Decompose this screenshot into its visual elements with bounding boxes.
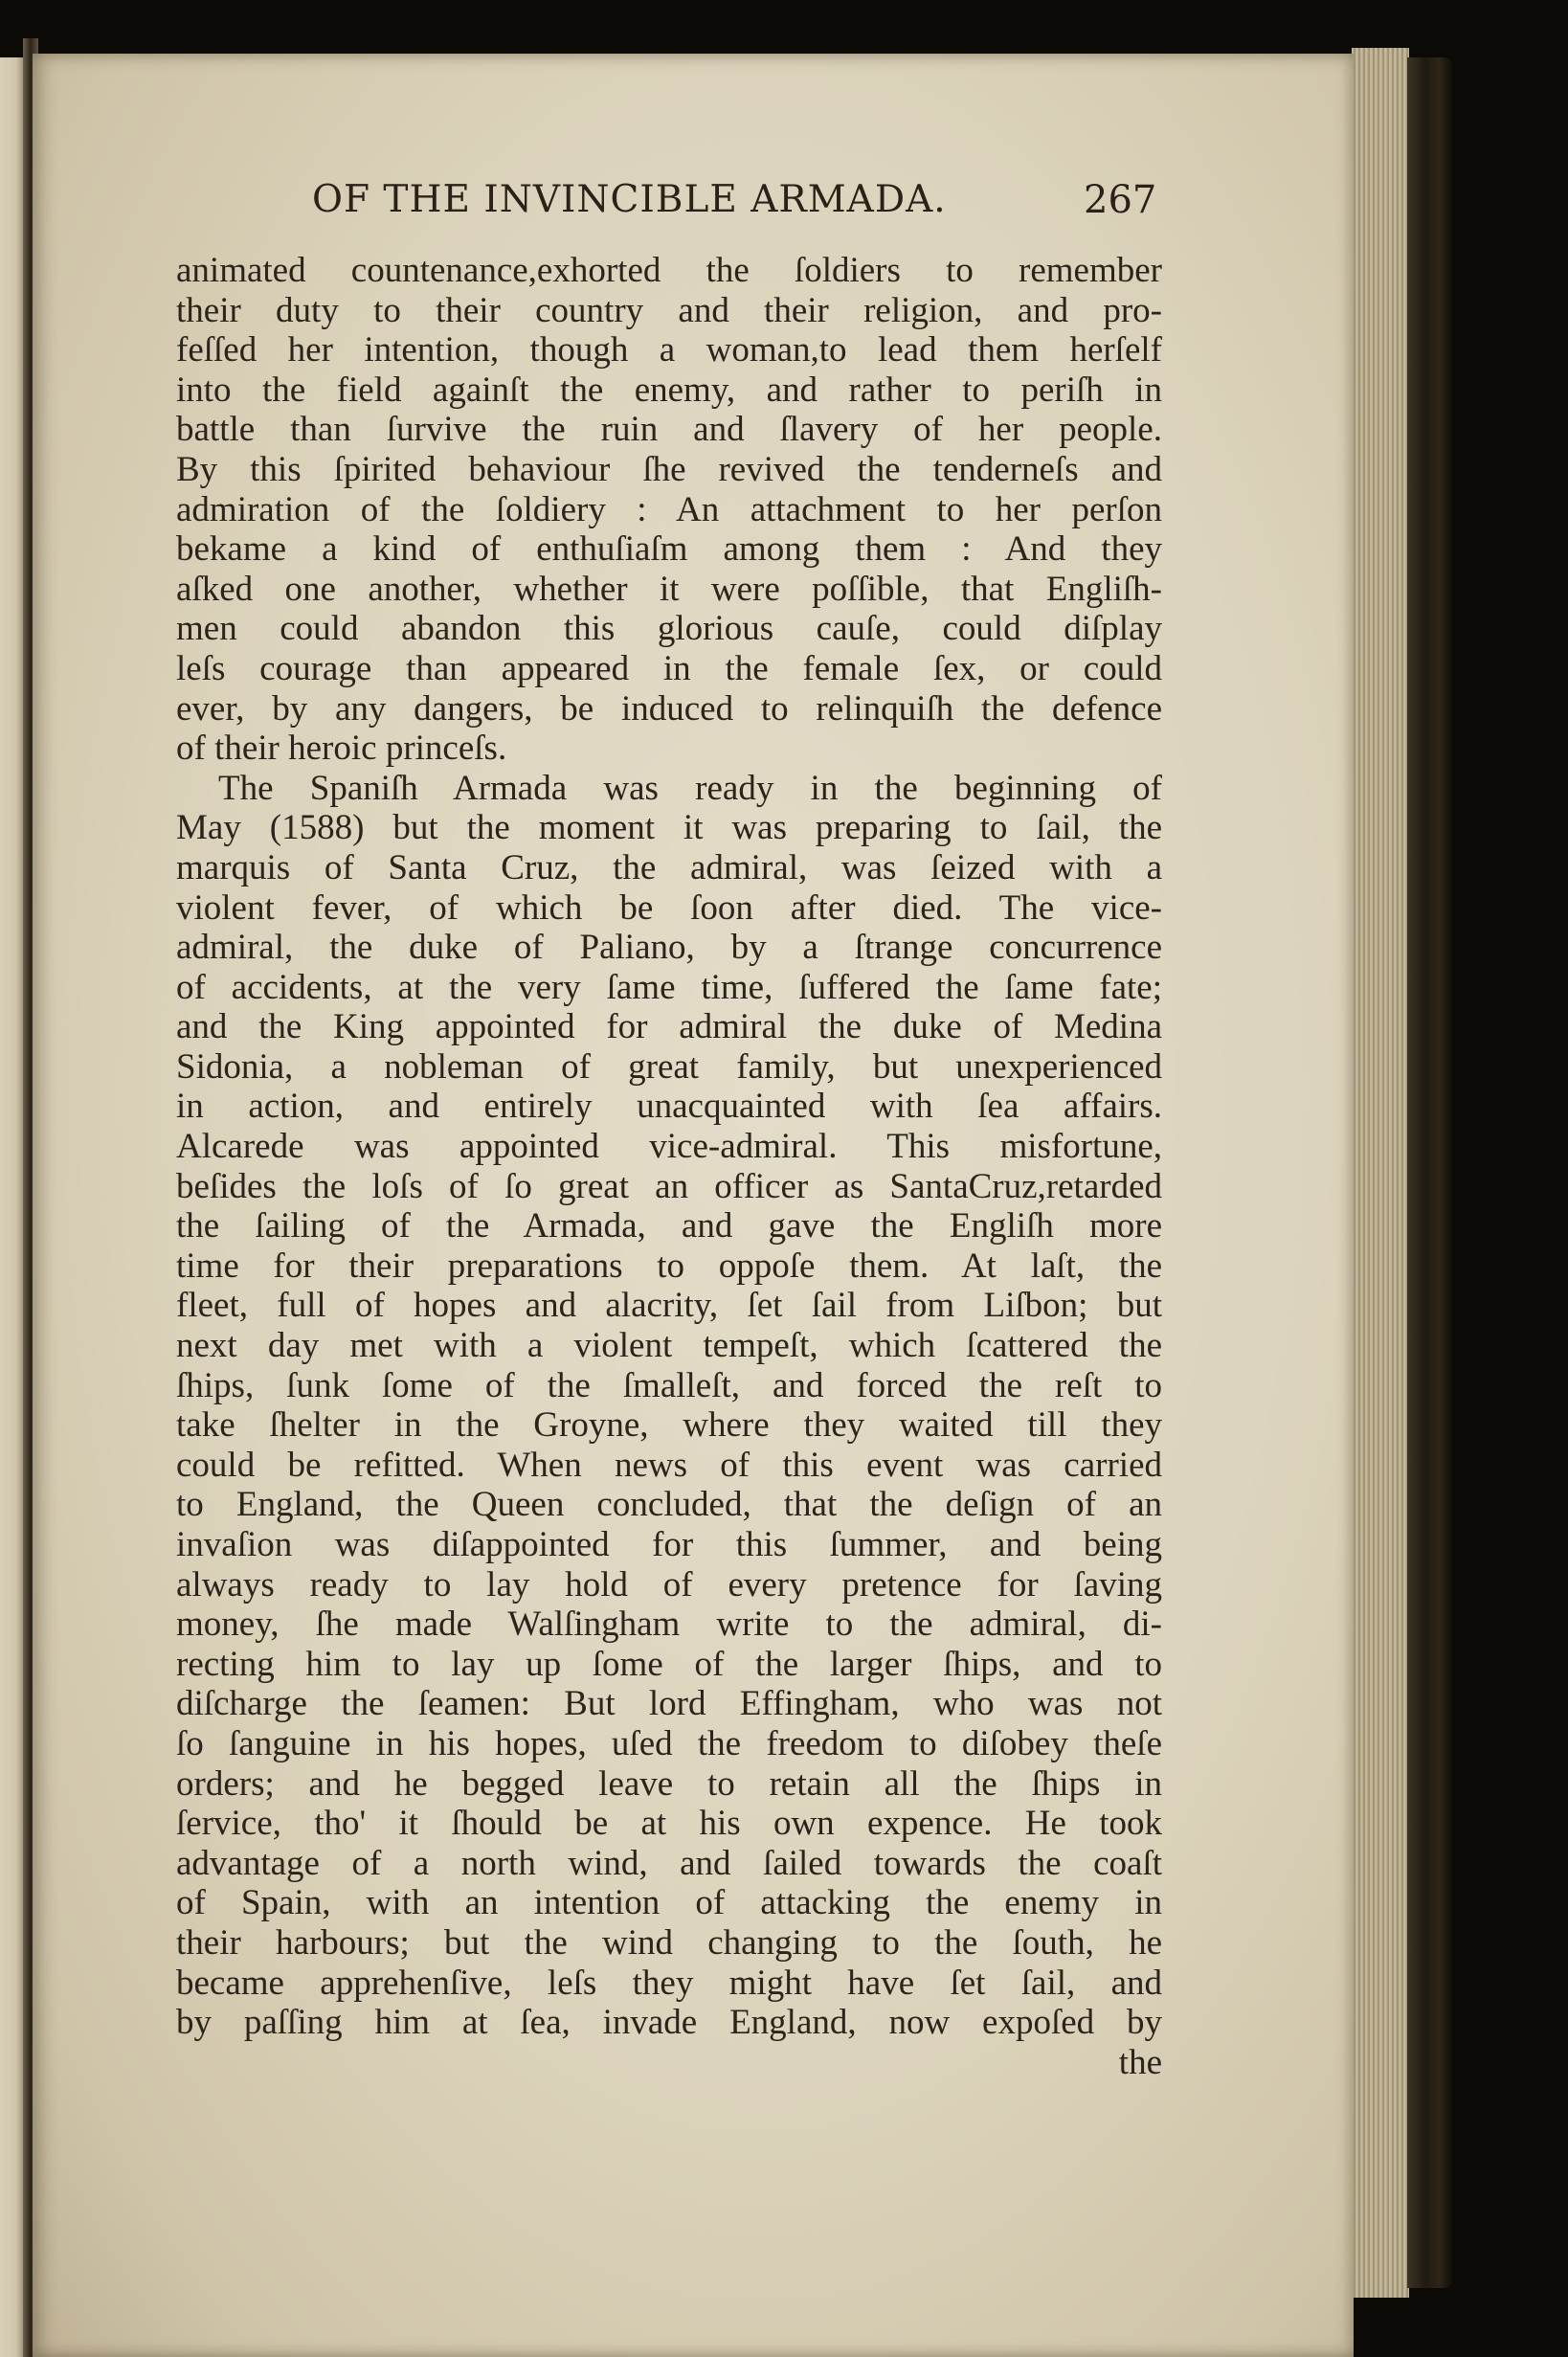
text-line: ever, by any dangers, be induced to relinquiſh the defence <box>176 688 1162 729</box>
text-line: of their heroic princeſs. <box>176 729 507 769</box>
text-line: became apprehenſive, leſs they might have ſet ſail, and <box>176 1963 1162 2003</box>
text-line: always ready to lay hold of every pretence for ſaving <box>176 1564 1162 1605</box>
text-line: admiration of the ſoldiery : An attachment to her perſon <box>176 489 1162 529</box>
text-line: take ſhelter in the Groyne, where they waited till they <box>176 1405 1162 1446</box>
text-line: men could abandon this glorious cauſe, could diſplay <box>176 609 1162 649</box>
paragraph-start-line: The Spaniſh Armada was ready in the beginning of <box>218 768 1162 808</box>
text-line: feſſed her intention, though a woman,to lead them herſelf <box>176 330 1162 370</box>
body-text <box>176 251 1162 2082</box>
text-line: ſervice, tho' it ſhould be at his own expence. He took <box>176 1804 1162 1844</box>
text-line: of Spain, with an intention of attacking the enemy in <box>176 1883 1162 1923</box>
text-line: could be refitted. When news of this event was carried <box>176 1445 1162 1485</box>
text-line: May (1588) but the moment it was preparing to ſail, the <box>176 808 1162 848</box>
text-line: diſcharge the ſeamen: But lord Effingham, who was not <box>176 1684 1162 1724</box>
text-line: aſked one another, whether it were poſſible, that Engliſh- <box>176 569 1162 609</box>
catchword: the <box>1118 2042 1162 2082</box>
page-edges-stack <box>1352 48 1409 2298</box>
text-line: the ſailing of the Armada, and gave the Engliſh more <box>176 1206 1162 1246</box>
text-line: money, ſhe made Walſingham write to the admiral, di- <box>176 1605 1162 1645</box>
text-line: time for their preparations to oppoſe them. At laſt, the <box>176 1246 1162 1286</box>
text-line: beſides the loſs of ſo great an officer as SantaCruz,retarded <box>176 1166 1162 1206</box>
text-line: leſs courage than appeared in the female ſex, or could <box>176 648 1162 688</box>
text-line: battle than ſurvive the ruin and ſlavery of her people. <box>176 410 1162 450</box>
text-line: their harbours; but the wind changing to the ſouth, he <box>176 1922 1162 1963</box>
text-line: invaſion was diſappointed for this ſummer, and being <box>176 1525 1162 1564</box>
text-line: next day met with a violent tempeſt, which ſcattered the <box>176 1326 1162 1366</box>
text-line: advantage of a north wind, and ſailed towards the coaſt <box>176 1843 1162 1883</box>
text-line: By this ſpirited behaviour ſhe revived the tenderneſs and <box>176 449 1162 489</box>
text-line: of accidents, at the very ſame time, ſuffered the ſame fate; <box>176 967 1162 1007</box>
text-line: Sidonia, a nobleman of great family, but unexperienced <box>176 1046 1162 1087</box>
text-line: fleet, full of hopes and alacrity, ſet ſail from Liſbon; but <box>176 1286 1162 1326</box>
text-line: animated countenance,exhorted the ſoldiers to remember <box>176 251 1162 290</box>
text-line: their duty to their country and their religion, and pro- <box>176 290 1162 330</box>
text-line: Alcarede was appointed vice-admiral. This misfortune, <box>176 1127 1162 1167</box>
text-line: and the King appointed for admiral the duke of Medina <box>176 1007 1162 1047</box>
page-number: 267 <box>1084 178 1157 222</box>
text-line: by paſſing him at ſea, invade England, now expoſed by <box>176 2003 1162 2043</box>
text-line: marquis of Santa Cruz, the admiral, was ſeized with a <box>176 847 1162 887</box>
text-line: violent fever, of which be ſoon after died. The vice- <box>176 887 1162 928</box>
text-line: into the field againſt the enemy, and rather to periſh in <box>176 370 1162 410</box>
text-line: ſhips, ſunk ſome of the ſmalleſt, and forced the reſt to <box>176 1365 1162 1405</box>
text-line: recting him to lay up ſome of the larger ſhips, and to <box>176 1644 1162 1684</box>
text-line: in action, and entirely unacquainted with ſea affairs. <box>176 1087 1162 1127</box>
text-line: to England, the Queen concluded, that the deſign of an <box>176 1485 1162 1525</box>
text-line: bekame a kind of enthuſiaſm among them : And they <box>176 529 1162 570</box>
book-cover-edge <box>1407 57 1453 2288</box>
text-line: orders; and he begged leave to retain all the ſhips in <box>176 1763 1162 1804</box>
text-line: admiral, the duke of Paliano, by a ſtrange concurrence <box>176 928 1162 968</box>
text-line: ſo ſanguine in his hopes, uſed the freedom to diſobey theſe <box>176 1723 1162 1763</box>
running-head: OF THE INVINCIBLE ARMADA. <box>312 178 947 221</box>
